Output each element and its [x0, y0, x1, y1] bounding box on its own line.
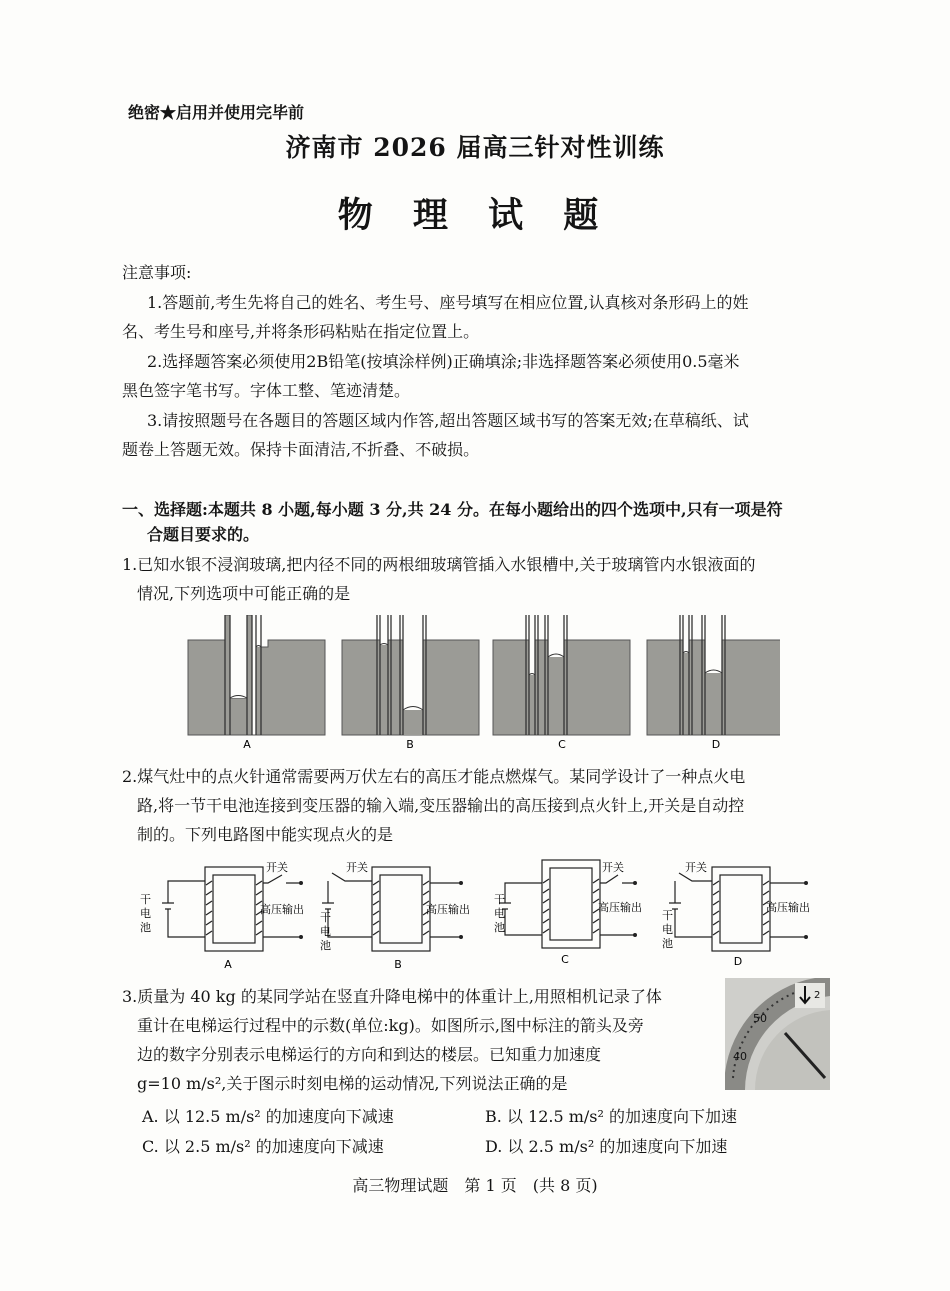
output-label: 高压输出 — [426, 903, 470, 916]
battery-label: 池 — [662, 937, 673, 950]
option-b-diagram — [342, 615, 479, 735]
exam-title: 济南市 2026 届高三针对性训练 — [285, 133, 665, 162]
question-3-text: 边的数字分别表示电梯运行的方向和到达的楼层。已知重力加速度 — [137, 1045, 602, 1064]
section-heading: 一、选择题:本题共 8 小题,每小题 3 分,共 24 分。在每小题给出的四个选项中,只有一项是符 — [122, 500, 783, 519]
option-d: D. 以 2.5 m/s² 的加速度向下加速 — [485, 1137, 728, 1156]
question-3-text: g=10 m/s²,关于图示时刻电梯的运动情况,下列说法正确的是 — [137, 1074, 568, 1093]
output-label: 高压输出 — [766, 901, 810, 914]
battery-label: 池 — [494, 921, 505, 934]
battery-label: 电 — [494, 907, 505, 920]
subject-title: 物 理 试 题 — [337, 195, 613, 236]
notice-heading: 注意事项: — [122, 263, 192, 282]
scale-photo — [725, 978, 830, 1090]
dial-number: 50 — [753, 1012, 767, 1025]
notice-line: 题卷上答题无效。保持卡面清洁,不折叠、不破损。 — [122, 440, 480, 459]
battery-label: 池 — [320, 939, 331, 952]
battery-label: 干 — [494, 893, 505, 906]
notice-line: 黑色签字笔书写。字体工整、笔迹清楚。 — [122, 381, 411, 400]
ignition-circuit-figure — [140, 855, 830, 975]
battery-label: 电 — [320, 925, 331, 938]
option-c-label: C — [558, 738, 566, 751]
page-footer: 高三物理试题 第 1 页 (共 8 页) — [352, 1176, 598, 1195]
battery-label: 干 — [140, 893, 151, 906]
question-2-text: 2.煤气灶中的点火针通常需要两万伏左右的高压才能点燃煤气。某同学设计了一种点火电 — [122, 767, 746, 786]
battery-label: 电 — [140, 907, 151, 920]
switch-label: 开关 — [602, 861, 624, 874]
option-b: B. 以 12.5 m/s² 的加速度向下加速 — [485, 1107, 738, 1126]
option-a-diagram — [188, 615, 325, 735]
question-1-text: 1.已知水银不浸润玻璃,把内径不同的两根细玻璃管插入水银槽中,关于玻璃管内水银液面的 — [122, 555, 756, 574]
switch-label: 开关 — [346, 861, 368, 874]
option-c-diagram — [493, 615, 630, 735]
battery-label: 池 — [140, 921, 151, 934]
confidential-label: 绝密★启用并使用完毕前 — [128, 103, 305, 122]
notice-line: 名、考生号和座号,并将条形码粘贴在指定位置上。 — [122, 322, 480, 341]
circuit-a-label: A — [224, 958, 232, 971]
switch-label: 开关 — [685, 861, 707, 874]
section-heading-cont: 合题目要求的。 — [147, 525, 260, 544]
question-1-text: 情况,下列选项中可能正确的是 — [137, 584, 351, 603]
battery-label: 干 — [662, 909, 673, 922]
circuit-b-label: B — [394, 958, 402, 971]
option-d-diagram — [647, 615, 780, 735]
circuit-c-label: C — [561, 953, 569, 966]
option-d-label: D — [711, 738, 721, 751]
option-c: C. 以 2.5 m/s² 的加速度向下减速 — [142, 1137, 384, 1156]
floor-number: 2 — [814, 990, 821, 1001]
notice-line: 1.答题前,考生先将自己的姓名、考生号、座号填写在相应位置,认真核对条形码上的姓 — [147, 293, 749, 312]
mercury-tubes-figure — [180, 615, 780, 755]
circuit-d-label: D — [733, 955, 743, 968]
output-label: 高压输出 — [598, 901, 642, 914]
dial-number: 40 — [733, 1050, 747, 1063]
battery-label: 电 — [662, 923, 673, 936]
question-3-text: 3.质量为 40 kg 的某同学站在竖直升降电梯中的体重计上,用照相机记录了体 — [122, 987, 662, 1006]
battery-label: 干 — [320, 911, 331, 924]
question-2-text: 路,将一节干电池连接到变压器的输入端,变压器输出的高压接到点火针上,开关是自动控 — [137, 796, 745, 815]
question-3-text: 重计在电梯运行过程中的示数(单位:kg)。如图所示,图中标注的箭头及旁 — [137, 1016, 644, 1035]
question-2-text: 制的。下列电路图中能实现点火的是 — [137, 825, 394, 844]
option-b-label: B — [406, 738, 414, 751]
notice-line: 3.请按照题号在各题目的答题区域内作答,超出答题区域书写的答案无效;在草稿纸、试 — [147, 411, 749, 430]
option-a-label: A — [243, 738, 251, 751]
notice-line: 2.选择题答案必须使用2B铅笔(按填涂样例)正确填涂;非选择题答案必须使用0.5毫米 — [147, 352, 740, 371]
option-a: A. 以 12.5 m/s² 的加速度向下减速 — [142, 1107, 394, 1126]
output-label: 高压输出 — [260, 903, 304, 916]
switch-label: 开关 — [266, 861, 288, 874]
